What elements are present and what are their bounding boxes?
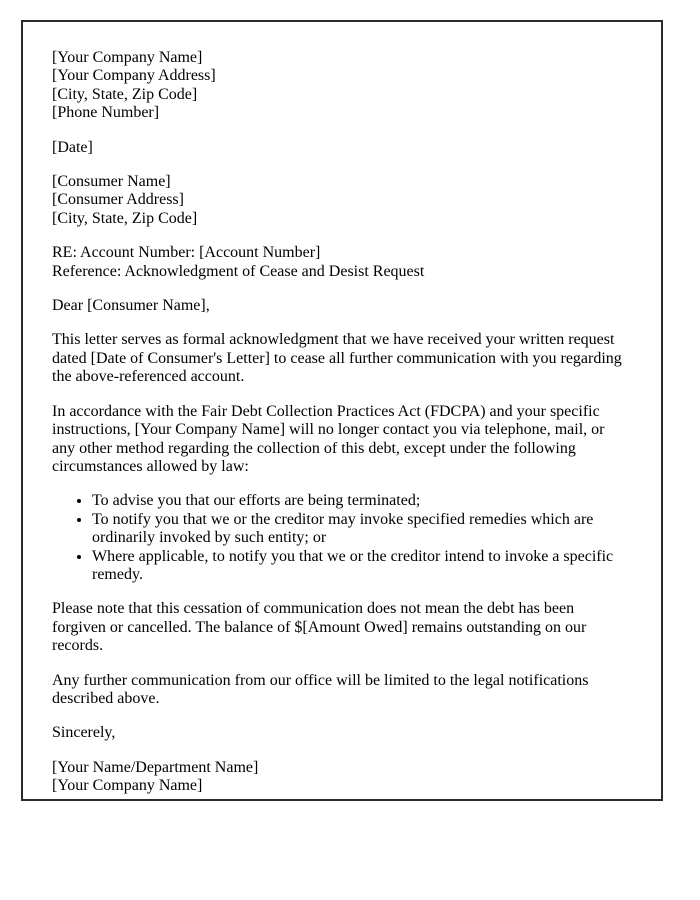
exceptions-list [52, 492, 628, 584]
signature-name-department: [Your Name/Department Name] [52, 758, 259, 776]
paragraph-acknowledgment: This letter serves as formal acknowledgment that we have received your written request dated [Date of Consumer's Letter] to cease all further communication with you regarding the above-referenced account. [52, 331, 622, 386]
re-account-number-line: RE: Account Number: [Account Number] [52, 244, 321, 262]
paragraph-fdcpa: In accordance with the Fair Debt Collection Practices Act (FDCPA) and your specific instructions, [Your Company Name] will no longer contact you via telephone, mail, or any other method regarding the collection of this debt, except under the following circumstances allowed by law: [52, 402, 605, 475]
signature-block [52, 759, 628, 796]
sender-address-block [52, 49, 628, 123]
paragraph-balance-outstanding: Please note that this cessation of communication does not mean the debt has been forgiven or cancelled. The balance of $[Amount Owed] remains outstanding on our records. [52, 600, 587, 655]
bullet-specified-remedies: • To notify you that we or the creditor may invoke specified remedies which are ordinarily invoked by such entity; or [92, 511, 628, 548]
sender-phone-number: [Phone Number] [52, 104, 160, 122]
date-line: [Date] [52, 138, 93, 156]
paragraph-further-communication: Any further communication from our office will be limited to the legal notifications described above. [52, 671, 589, 707]
signature-company-name: [Your Company Name] [52, 777, 203, 795]
recipient-city-state-zip: [City, State, Zip Code] [52, 209, 198, 227]
salutation: Dear [Consumer Name], [52, 297, 210, 315]
sender-city-state-zip: [City, State, Zip Code] [52, 85, 198, 103]
recipient-address-block [52, 173, 628, 228]
sender-company-address: [Your Company Address] [52, 67, 216, 85]
subject-block [52, 244, 628, 281]
closing: Sincerely, [52, 724, 116, 742]
bullet-efforts-terminated: • To advise you that our efforts are being terminated; [92, 492, 628, 510]
reference-line: Reference: Acknowledgment of Cease and Desist Request [52, 262, 425, 280]
sender-company-name: [Your Company Name] [52, 49, 203, 66]
recipient-name: [Consumer Name] [52, 173, 171, 191]
recipient-address: [Consumer Address] [52, 191, 184, 209]
letter-body [21, 20, 663, 801]
bullet-intend-invoke-remedy: • Where applicable, to notify you that we or the creditor intend to invoke a specific remedy. [92, 548, 628, 585]
